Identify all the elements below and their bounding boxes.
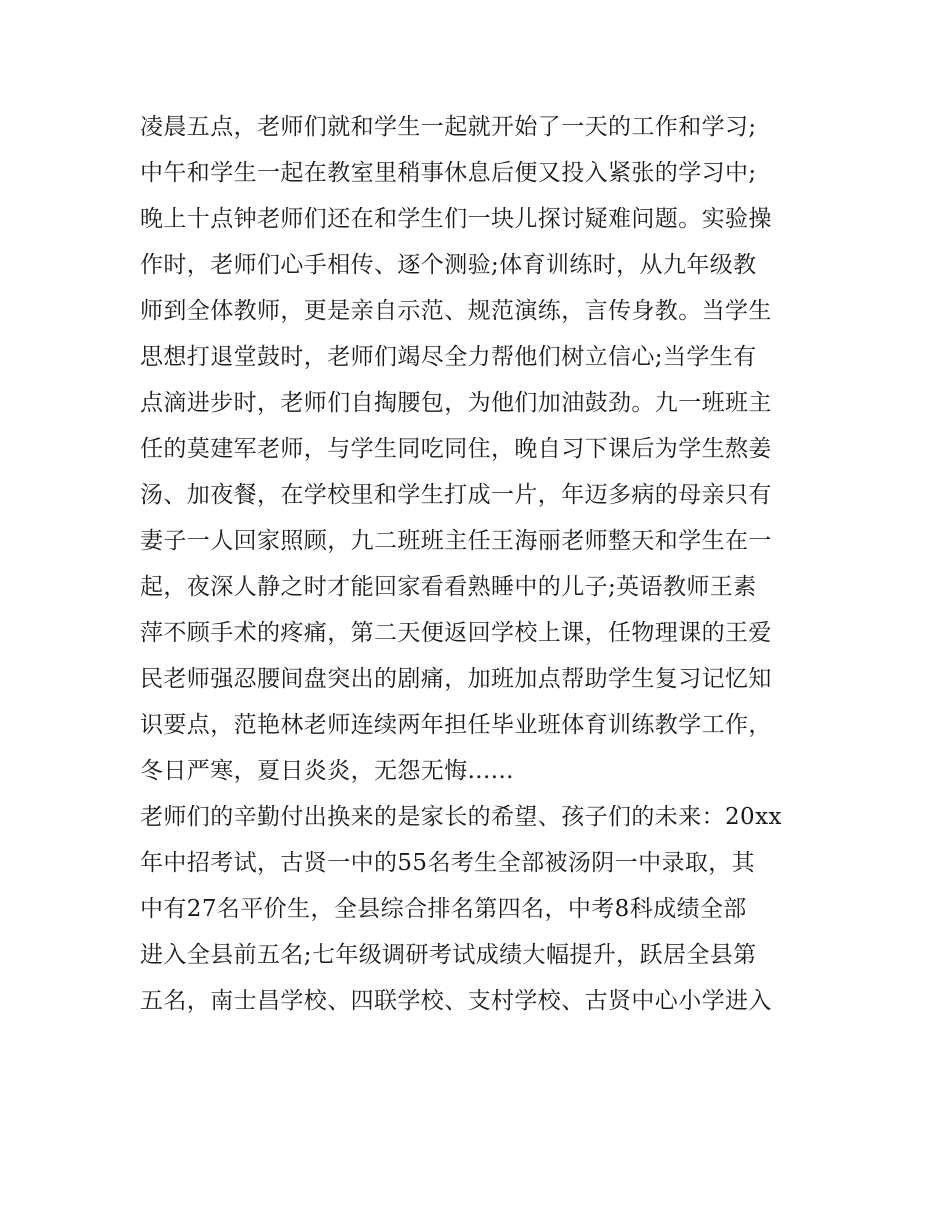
- text-line-12: 萍不顾手术的疼痛，第二天便返回学校上课，任物理课的王爱: [140, 620, 772, 646]
- text-line-8: 任的莫建军老师，与学生同吃同住，晚自习下课后为学生熬姜: [140, 436, 772, 462]
- text-line-11: 起，夜深人静之时才能回家看看熟睡中的儿子;英语教师王素: [140, 574, 757, 600]
- text-line-18: 中有27名平价生，全县综合排名第四名，中考8科成绩全部: [140, 896, 747, 922]
- text-line-9: 汤、加夜餐，在学校里和学生打成一片，年迈多病的母亲只有: [140, 482, 772, 508]
- text-line-16: 老师们的辛勤付出换来的是家长的希望、孩子们的未来：20xx: [140, 804, 782, 830]
- text-line-20: 五名，南士昌学校、四联学校、支村学校、古贤中心小学进入: [140, 988, 772, 1014]
- text-line-5: 师到全体教师，更是亲自示范、规范演练，言传身教。当学生: [140, 298, 772, 324]
- text-line-2: 中午和学生一起在教室里稍事休息后便又投入紧张的学习中;: [140, 160, 757, 186]
- text-line-6: 思想打退堂鼓时，老师们竭尽全力帮他们树立信心;当学生有: [140, 344, 757, 370]
- text-line-17: 年中招考试，古贤一中的55名考生全部被汤阴一中录取，其: [140, 850, 756, 876]
- text-line-7: 点滴进步时，老师们自掏腰包，为他们加油鼓劲。九一班班主: [140, 390, 772, 416]
- text-line-15: 冬日严寒，夏日炎炎，无怨无悔......: [140, 758, 514, 784]
- text-line-1: 凌晨五点，老师们就和学生一起就开始了一天的工作和学习;: [140, 114, 757, 140]
- text-line-13: 民老师强忍腰间盘突出的剧痛，加班加点帮助学生复习记忆知: [140, 666, 772, 692]
- text-line-3: 晚上十点钟老师们还在和学生们一块儿探讨疑难问题。实验操: [140, 206, 772, 232]
- text-line-19: 进入全县前五名;七年级调研考试成绩大幅提升，跃居全县第: [140, 942, 757, 968]
- text-line-14: 识要点，范艳林老师连续两年担任毕业班体育训练教学工作，: [140, 712, 772, 738]
- body-text: [140, 104, 820, 1024]
- text-line-10: 妻子一人回家照顾，九二班班主任王海丽老师整天和学生在一: [140, 528, 772, 554]
- text-line-4: 作时，老师们心手相传、逐个测验;体育训练时，从九年级教: [140, 252, 757, 278]
